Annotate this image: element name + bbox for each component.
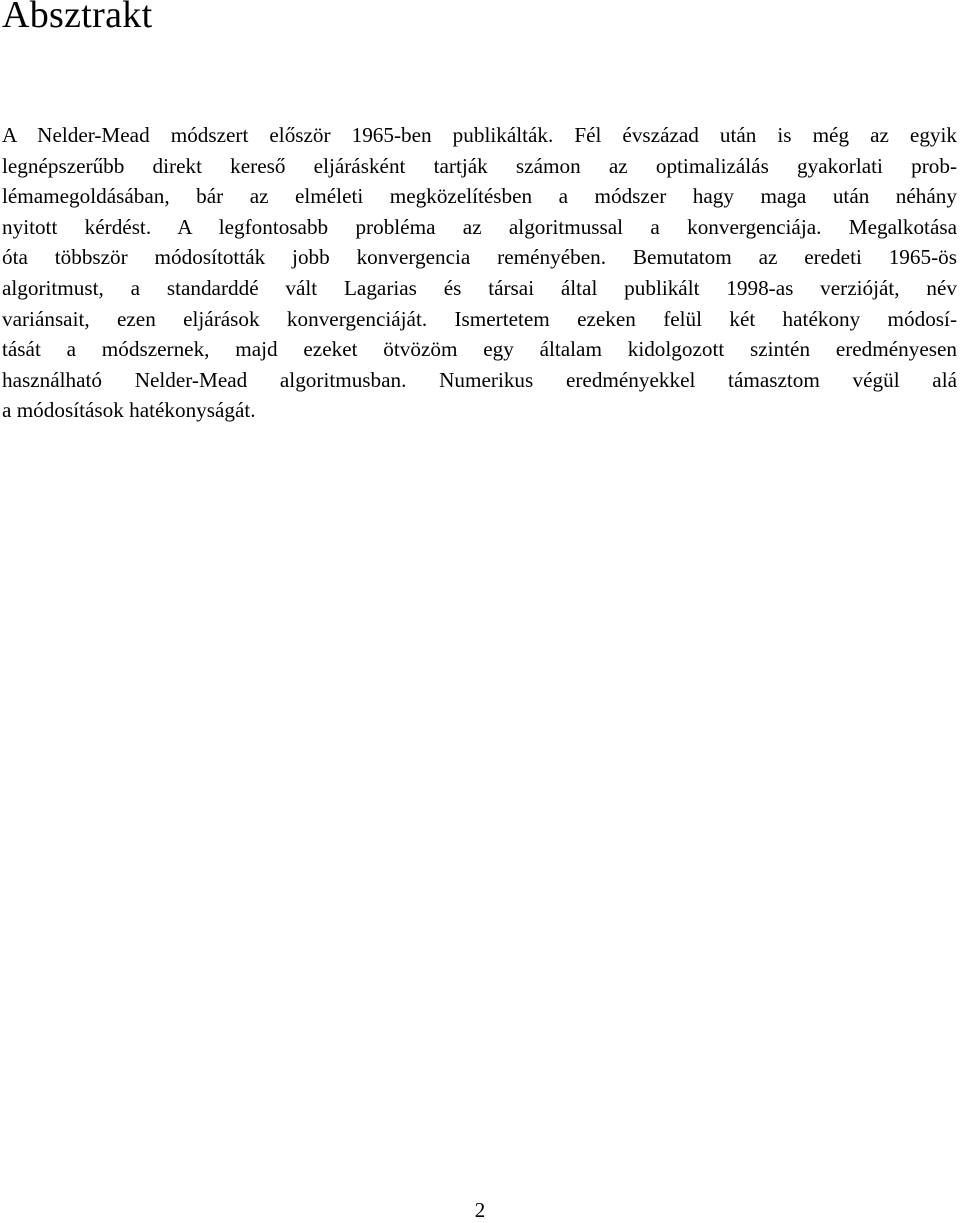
paragraph-line: variánsait, ezen eljárások konvergenciáját. Ismertetem ezeken felül két hatékony módosí-: [2, 306, 957, 331]
page-number: 2: [474, 1198, 486, 1222]
paragraph-line: óta többször módosították jobb konvergencia reményében. Bemutatom az eredeti 1965-ös: [2, 245, 957, 270]
paragraph-line: A Nelder-Mead módszert először 1965-ben publikálták. Fél évszázad után is még az egyik: [2, 123, 957, 147]
abstract-paragraph: [2, 120, 957, 426]
paragraph-line: algoritmust, a standarddé vált Lagarias és társai által publikált 1998-as verzióját, név: [2, 275, 957, 300]
paragraph-line: nyitott kérdést. A legfontosabb probléma az algoritmussal a konvergenciája. Megalkotása: [2, 214, 957, 239]
paragraph-line: legnépszerűbb direkt kereső eljárásként tartják számon az optimalizálás gyakorlati prob-: [2, 153, 957, 178]
paragraph-line: használható Nelder-Mead algoritmusban. Numerikus eredményekkel támasztom végül alá: [2, 367, 957, 392]
paragraph-line: tását a módszernek, majd ezeket ötvözöm egy általam kidolgozott szintén eredményesen: [2, 337, 957, 362]
paragraph-line: lémamegoldásában, bár az elméleti megközelítésben a módszer hagy maga után néhány: [2, 184, 957, 209]
paragraph-line: a módosítások hatékonyságát.: [2, 398, 256, 423]
page-title: Absztrakt: [2, 0, 153, 36]
